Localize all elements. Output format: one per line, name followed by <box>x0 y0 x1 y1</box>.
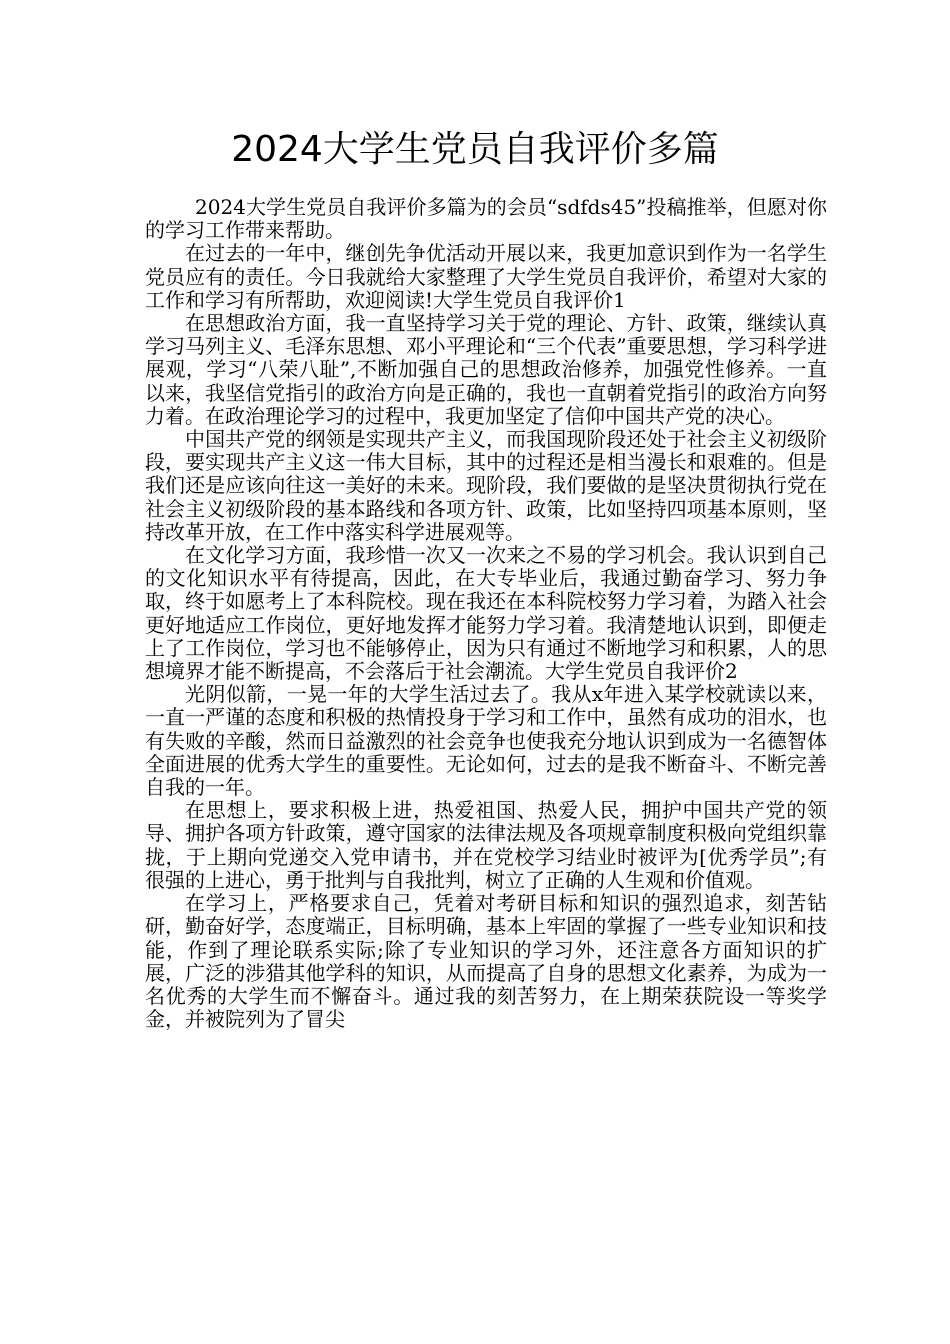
paragraph-intro: 2024大学生党员自我评价多篇为的会员“sdfds45”投稿推举，但愿对你的学习工作带来帮助。 <box>145 195 827 243</box>
document-title: 2024大学生党员自我评价多篇 <box>231 129 719 170</box>
paragraph: 在学习上，严格要求自己，凭着对考研目标和知识的强烈追求，刻苦钻研，勤奋好学，态度端正，目标明确，基本上牢固的掌握了一些专业知识和技能，作到了理论联系实际;除了专业知识的学习外，还注意各方面知识的扩展，广泛的涉猎其他学科的知识，从而提高了自身的思想文化素养，为成为一名优秀的大学生而不懈奋斗。通过我的刻苦努力，在上期荣获院设一等奖学金，并被院列为了冒尖 <box>145 891 827 1032</box>
paragraph: 中国共产党的纲领是实现共产主义，而我国现阶段还处于社会主义初级阶段，要实现共产主义这一伟大目标，其中的过程还是相当漫长和艰难的。但是我们还是应该向往这一美好的未来。现阶段，我们要做的是坚决贯彻执行党在社会主义初级阶段的基本路线和各项方针、政策，比如坚持四项基本原则，坚持改革开放，在工作中落实科学进展观等。 <box>145 427 827 544</box>
document-body <box>145 196 827 1031</box>
paragraph: 在思想政治方面，我一直坚持学习关于党的理论、方针、政策，继续认真学习马列主义、毛泽东思想、邓小平理论和“三个代表”重要思想，学习科学进展观，学习“八荣八耻”,不断加强自己的思想政治修养，加强党性修养。一直以来，我坚信党指引的政治方向是正确的，我也一直朝着党指引的政治方向努力着。在政治理论学习的过程中，我更加坚定了信仰中国共产党的决心。 <box>145 311 827 428</box>
paragraph: 在过去的一年中，继创先争优活动开展以来，我更加意识到作为一名学生党员应有的责任。今日我就给大家整理了大学生党员自我评价，希望对大家的工作和学习有所帮助，欢迎阅读!大学生党员自我评价1 <box>145 241 827 312</box>
paragraph: 光阴似箭，一晃一年的大学生活过去了。我从x年进入某学校就读以来，一直一严谨的态度和积极的热情投身于学习和工作中，虽然有成功的泪水，也有失败的辛酸，然而日益激烈的社会竞争也使我充分地认识到成为一名德智体全面进展的优秀大学生的重要性。无论如何，过去的是我不断奋斗、不断完善自我的一年。 <box>145 682 827 800</box>
paragraph: 在文化学习方面，我珍惜一次又一次来之不易的学习机会。我认识到自己的文化知识水平有待提高，因此，在大专毕业后，我通过勤奋学习、努力争取，终于如愿考上了本科院校。现在我还在本科院校努力学习着，为踏入社会更好地适应工作岗位，更好地发挥才能努力学习着。我清楚地认识到，即便走上了工作岗位，学习也不能够停止，因为只有通过不断地学习和积累，人的思想境界才能不断提高，不会落后于社会潮流。大学生党员自我评价2 <box>145 543 827 684</box>
paragraph: 在思想上，要求积极上进，热爱祖国、热爱人民，拥护中国共产党的领导、拥护各项方针政策，遵守国家的法律法规及各项规章制度积极向党组织靠拢，于上期向党递交入党申请书，并在党校学习结业时被评为[优秀学员”;有很强的上进心，勇于批判与自我批判，树立了正确的人生观和价值观。 <box>145 798 827 892</box>
